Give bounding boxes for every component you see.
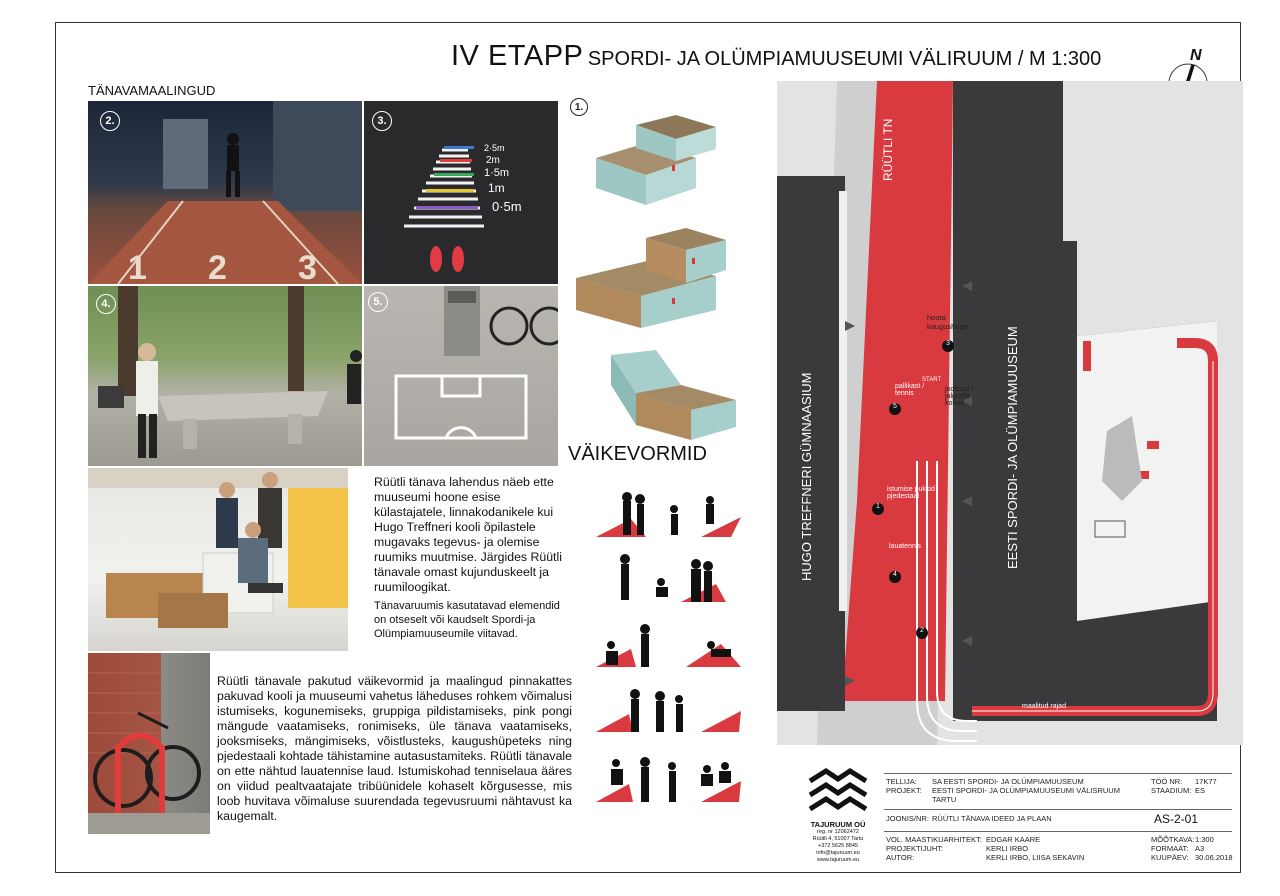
svg-text:2: 2 [208,249,227,284]
titleblock-job: TÖÖ NR: 17K77 STAADIUM: ES [1151,777,1217,795]
title-sub: SPORDI- JA OLÜMPIAMUUSEUMI VÄLIRUUM / M 1:300 [587,48,1102,70]
jump-mark-25: 2·5m [484,143,505,153]
jump-mark-1: 1m [488,181,505,195]
north-label: N [1190,47,1202,64]
bench-render-1 [576,113,736,213]
plan-marker: 1 [876,503,880,510]
bench-render-3 [596,345,746,440]
furniture-number: 1. [570,98,588,116]
titleblock-format: MÕÕTKAVA:1:300 FORMAAT: A3 KUUPÄEV: 30.06.2018 [1151,835,1233,862]
section-title-small-forms: VÄIKEVORMID [568,443,707,465]
description-paragraph-1: Rüütli tänava lahendus näeb ette muuseumi hoone esise külastajatele, linnakodanikele kui Hugo Treffneri kooli õpilastele mugavaks tegevus- ja olemise ruumiks muutmise. Järgides Rüütli tänavale omast kujunduskeelt ja ruumiloogikat. [374,475,562,594]
usage-pictograms [591,489,751,819]
plan-label-lauatennis: lauatennis [889,543,921,550]
plan-marker: 2 [920,627,924,634]
bench-render-2 [566,228,746,333]
plan-label-hoota: hoota kaugushüpe [927,313,968,331]
jump-mark-05: 0·5m [492,199,522,214]
museum-label: EESTI SPORDI- JA OLÜMPIAMUUSEUM [1005,326,1020,569]
company-name: TAJURUUM OÜ [810,820,866,829]
photo-running-track [88,101,362,284]
description-paragraph-1b: Tänavaruumis kasutatavad elemendid on otseselt või kaudselt Spordi-ja Olümpiamuuseumile viitavad. [374,600,560,640]
photo-number: 4. [96,294,116,314]
drawing-sheet [55,22,1241,873]
jump-mark-2: 2m [486,155,500,166]
photo-number: 5. [368,292,388,312]
plan-label-istumine: istumise pukkid pjedestaal [887,486,935,500]
photo-bike-rack [88,653,210,834]
plan-label-pallikast: pallikast / tennis [895,383,925,397]
plan-marker: 4 [893,571,897,578]
company-logo [798,765,878,870]
street-label: RÜÜTLI TN [881,118,895,181]
section-title-street-paintings: TÄNAVAMAALINGUD [88,83,216,98]
plan-label-maalitud: maalitud rajad [1022,703,1066,710]
photo-number: 3. [372,111,392,131]
jump-mark-15: 1·5m [484,167,510,179]
plan-marker: 5 [893,403,897,410]
photo-ping-pong [88,286,362,466]
titleblock-authors: VOL. MAASTIKUARHITEKT: EDGAR KAARE PROJEKTIJUHT: KERLI IRBO AUTOR: KERLI IRBO, LIISA SEKAVIN [886,835,1085,862]
photo-football-marking [364,286,558,466]
page-title [451,40,1101,73]
school-label: HUGO TREFFNERI GÜMNAASIUM [799,372,814,581]
photo-jump-markings [364,101,558,284]
titleblock-drawing: JOONIS/NR: RÜÜTLI TÄNAVA IDEED JA PLAAN [886,814,1052,823]
plan-marker: 3 [946,340,950,347]
site-plan [777,81,1243,745]
company-details: reg. nr 12062472 Rüütli 4, 51007 Tartu +372 5625 8845 info@tajuruum.eu www.tajuruum.eu [812,829,864,863]
titleblock-client: TELLIJA: SA EESTI SPORDI- JA OLÜMPIAMUUSEUM PROJEKT: EESTI SPORDI- JA OLÜMPIAMUUSEUMI VÄLISRUUM TARTU [886,777,1120,804]
photo-number: 2. [100,111,120,131]
photo-people-on-bench [88,468,348,651]
title-main: IV ETAPP [451,40,584,72]
description-paragraph-2: Rüütli tänavale pakutud väikevormid ja maalingud pinnakattes pakuvad kooli ja muuseumi vahetus läheduses rohkem võimalusi istumiseks, kogunemiseks, gruppiga pildistamiseks, pink pongi mängude vaatamiseks, ronimiseks, üle tänava vaatamiseks, jooksmiseks, mängimiseks, võistlusteks, kaugushüpeteks ning pjedestaali kohtade tähistamine autasustamiteks. Rüütli tänavale on ette nähtud lauatennise laud. Istumiskohad tenniselaua ääres on viidud pealtvaatajate tribüünidele kohaselt kõrgusesse, mis loob huvitava võimaluse suurendada tegevusruumi nähtavust ka kaugemalt. [217,674,572,823]
svg-text:3: 3 [298,249,317,284]
sheet-code: AS-2-01 [1154,812,1199,826]
plan-label-jooksud: jooksud / jalgratta kohad [945,386,974,407]
svg-text:1: 1 [128,249,147,284]
plan-label-start: START [922,377,942,383]
